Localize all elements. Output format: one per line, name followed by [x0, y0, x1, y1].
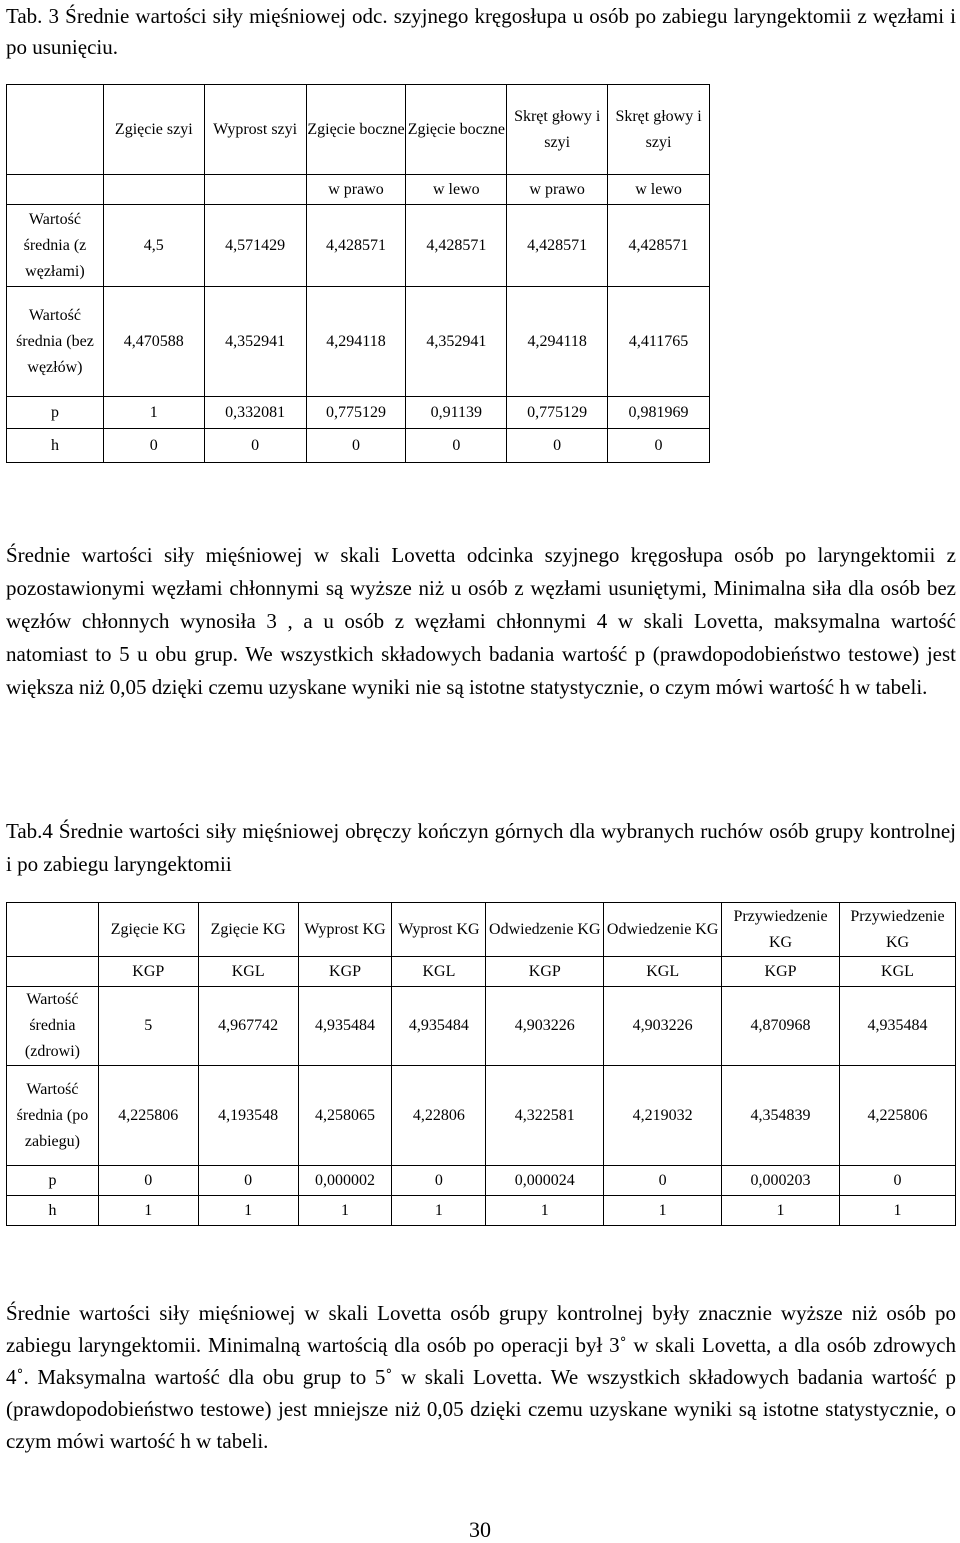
table3-header-row — [7, 85, 710, 175]
table4-cell: 4,354839 — [722, 1066, 840, 1166]
table4-cell: 4,22806 — [392, 1066, 486, 1166]
table3-row-h — [7, 429, 710, 463]
table3-cell: 4,470588 — [103, 287, 204, 397]
table3-row-p — [7, 397, 710, 429]
table4-row-label: Wartość średnia (zdrowi) — [7, 987, 99, 1066]
table4-row-p — [7, 1166, 956, 1196]
table4-corner-cell — [7, 957, 99, 987]
table3-cell: 0,981969 — [608, 397, 710, 429]
table4-cell: 4,967742 — [198, 987, 298, 1066]
table4-cell: 1 — [840, 1196, 956, 1226]
paragraph-table3-summary: Średnie wartości siły mięśniowej w skali Lovetta odcinka szyjnego kręgosłupa osób po laryngektomii z pozostawionymi węzłami chłonnymi są wyższe niż u osób z węzłami usuniętymi, Minimalna siła dla osób bez węzłów chłonnych wynosiła 3 , a u osób z węzłami chłonnymi 4 w skali Lovetta, maksymalna wartość natomiast to 5 u obu grup. We wszystkich składowych badania wartość p (prawdopodobieństwo testowe) jest większa niż 0,05 dzięki czemu uzyskane wyniki nie są istotne statystycznie, o czym mówi wartość h w tabeli. — [6, 543, 956, 699]
table3-header-cell: Wyprost szyi — [204, 85, 306, 175]
table4-cell: 4,935484 — [840, 987, 956, 1066]
table4-cell: 1 — [198, 1196, 298, 1226]
table4-cell: 0 — [604, 1166, 722, 1196]
table4-header-cell: Zgięcie KG — [198, 903, 298, 957]
table3-cell: 0 — [406, 429, 507, 463]
table3-header-cell: Zgięcie boczne — [306, 85, 406, 175]
table3-row-without-nodes — [7, 287, 710, 397]
table3-cell: 0,91139 — [406, 397, 507, 429]
table4-row-label: Wartość średnia (po zabiegu) — [7, 1066, 99, 1166]
table3-cell: 4,352941 — [406, 287, 507, 397]
table3-cell: 4,428571 — [608, 205, 710, 287]
table4-cell: 1 — [722, 1196, 840, 1226]
table4-cell: 4,870968 — [722, 987, 840, 1066]
table3-cell: 0 — [608, 429, 710, 463]
table3-cell: 0,332081 — [204, 397, 306, 429]
table3-cell: 4,352941 — [204, 287, 306, 397]
table3-cell: 1 — [103, 397, 204, 429]
table4-header-cell: Wyprost KG — [298, 903, 392, 957]
table4-subheader-cell: KGP — [722, 957, 840, 987]
table3-cell: 0 — [103, 429, 204, 463]
table4-row-h — [7, 1196, 956, 1226]
table3-subheader-cell — [103, 175, 204, 205]
table3-corner-cell — [7, 85, 104, 175]
table3-row-label: Wartość średnia (z węzłami) — [7, 205, 104, 287]
table4-header-row — [7, 903, 956, 957]
table4-cell: 1 — [604, 1196, 722, 1226]
table4-cell: 0,000024 — [486, 1166, 604, 1196]
table4-header-cell: Wyprost KG — [392, 903, 486, 957]
table3-header-cell: Zgięcie boczne — [406, 85, 507, 175]
page-number: 30 — [469, 1517, 491, 1542]
table4-subheader-cell: KGL — [604, 957, 722, 987]
table4-cell: 4,258065 — [298, 1066, 392, 1166]
table4-cell: 4,225806 — [840, 1066, 956, 1166]
table4-cell: 0,000203 — [722, 1166, 840, 1196]
table4-subheader-cell: KGP — [98, 957, 198, 987]
table3-subheader-cell: w prawo — [306, 175, 406, 205]
table3-header-cell: Zgięcie szyi — [103, 85, 204, 175]
table4-cell: 4,903226 — [604, 987, 722, 1066]
table3-cell: 4,428571 — [406, 205, 507, 287]
table4-cell: 0 — [392, 1166, 486, 1196]
table4-header-cell: Przywiedzenie KG — [840, 903, 956, 957]
table3-cell: 0 — [204, 429, 306, 463]
table3-row-with-nodes — [7, 205, 710, 287]
table4-cell: 0,000002 — [298, 1166, 392, 1196]
table4 — [6, 902, 956, 1226]
table3-caption: Tab. 3 Średnie wartości siły mięśniowej odc. szyjnego kręgosłupa u osób po zabiegu laryngektomii z węzłami i po usunięciu. — [6, 4, 956, 59]
table3-cell: 4,571429 — [204, 205, 306, 287]
table4-cell: 4,935484 — [298, 987, 392, 1066]
table4-header-cell: Przywiedzenie KG — [722, 903, 840, 957]
table4-subheader-cell: KGL — [392, 957, 486, 987]
table4-cell: 0 — [198, 1166, 298, 1196]
table3-row-label: h — [7, 429, 104, 463]
table4-header-cell: Zgięcie KG — [98, 903, 198, 957]
table4-row-after-surgery — [7, 1066, 956, 1166]
table3-subheader-cell: w lewo — [608, 175, 710, 205]
table4-corner-cell — [7, 903, 99, 957]
table3-row-label: p — [7, 397, 104, 429]
table3-cell: 0,775129 — [507, 397, 608, 429]
table4-row-healthy — [7, 987, 956, 1066]
table4-row-label: h — [7, 1196, 99, 1226]
table4-cell: 4,193548 — [198, 1066, 298, 1166]
table4-subheader-row — [7, 957, 956, 987]
paragraph-table4-summary: Średnie wartości siły mięśniowej w skali Lovetta osób grupy kontrolnej były znacznie wyższe niż osób po zabiegu laryngektomii. Minimalną wartością dla osób po operacji był 3˚ w skali Lovetta, a dla osób zdrowych 4˚. Maksymalna wartość dla obu grup to 5˚ w skali Lovetta. We wszystkich składowych badania wartość p (prawdopodobieństwo testowe) jest mniejsze niż 0,05 dzięki czemu uzyskane wyniki są istotne statystycznie, o czym mówi wartość h w tabeli. — [6, 1301, 956, 1453]
table4-cell: 4,322581 — [486, 1066, 604, 1166]
table3-subheader-cell: w prawo — [507, 175, 608, 205]
table3-cell: 4,294118 — [507, 287, 608, 397]
table4-cell: 0 — [840, 1166, 956, 1196]
table3-cell: 0,775129 — [306, 397, 406, 429]
table3-cell: 0 — [306, 429, 406, 463]
table4-cell: 4,225806 — [98, 1066, 198, 1166]
table4-caption: Tab.4 Średnie wartości siły mięśniowej obręczy kończyn górnych dla wybranych ruchów osób grupy kontrolnej i po zabiegu laryngektomii — [6, 819, 956, 876]
table3-header-cell: Skręt głowy i szyi — [608, 85, 710, 175]
table3-header-cell: Skręt głowy i szyi — [507, 85, 608, 175]
table3-cell: 4,428571 — [306, 205, 406, 287]
table3-cell: 0 — [507, 429, 608, 463]
table3-cell: 4,411765 — [608, 287, 710, 397]
table3-cell: 4,428571 — [507, 205, 608, 287]
table4-cell: 1 — [392, 1196, 486, 1226]
table4-header-cell: Odwiedzenie KG — [604, 903, 722, 957]
table3 — [6, 84, 710, 463]
table4-subheader-cell: KGL — [840, 957, 956, 987]
table4-row-label: p — [7, 1166, 99, 1196]
table3-corner-cell — [7, 175, 104, 205]
table3-subheader-cell: w lewo — [406, 175, 507, 205]
table4-cell: 1 — [298, 1196, 392, 1226]
table4-subheader-cell: KGP — [298, 957, 392, 987]
table4-cell: 4,219032 — [604, 1066, 722, 1166]
table3-row-label: Wartość średnia (bez węzłów) — [7, 287, 104, 397]
table4-subheader-cell: KGP — [486, 957, 604, 987]
table3-cell: 4,294118 — [306, 287, 406, 397]
table4-header-cell: Odwiedzenie KG — [486, 903, 604, 957]
table4-cell: 5 — [98, 987, 198, 1066]
table3-cell: 4,5 — [103, 205, 204, 287]
table3-subheader-cell — [204, 175, 306, 205]
table3-subheader-row — [7, 175, 710, 205]
table4-cell: 4,903226 — [486, 987, 604, 1066]
table4-subheader-cell: KGL — [198, 957, 298, 987]
table4-cell: 4,935484 — [392, 987, 486, 1066]
table4-cell: 1 — [486, 1196, 604, 1226]
table4-cell: 1 — [98, 1196, 198, 1226]
table4-cell: 0 — [98, 1166, 198, 1196]
